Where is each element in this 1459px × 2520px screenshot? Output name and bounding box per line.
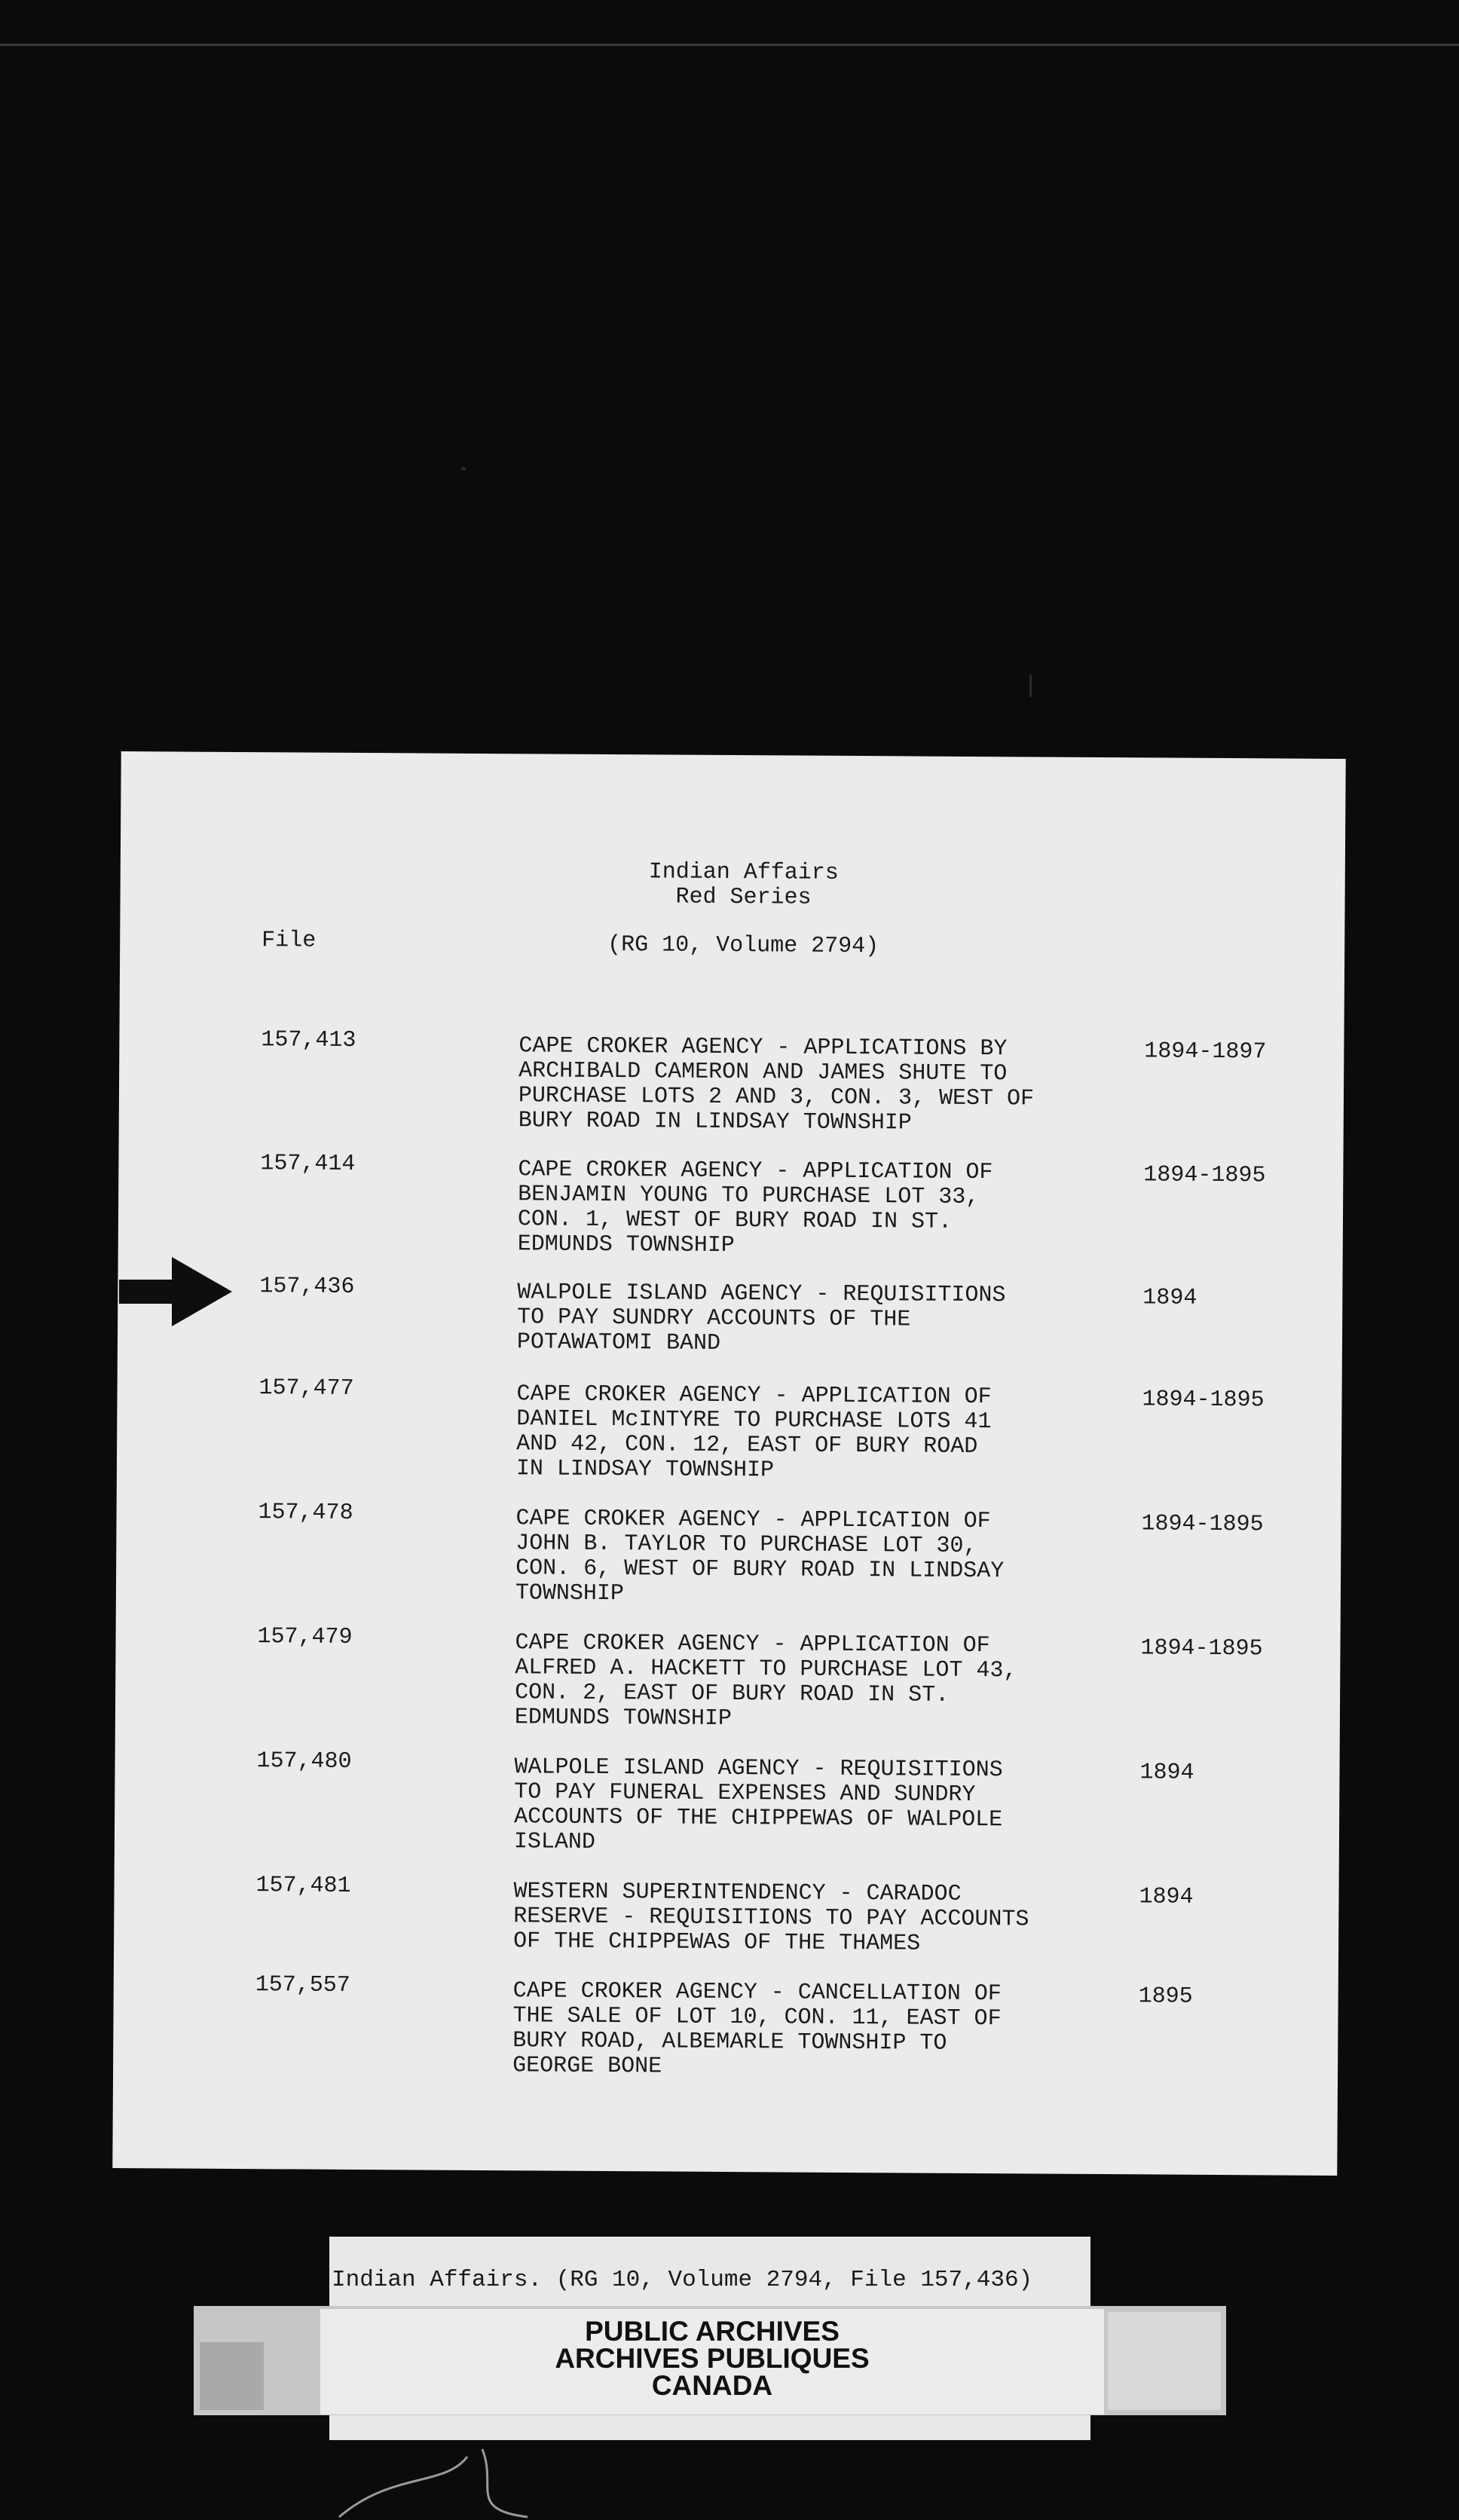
file-description: CAPE CROKER AGENCY - APPLICATION OF BENJAMIN YOUNG TO PURCHASE LOT 33, CON. 1, WEST OF BURY ROAD IN ST. EDMUNDS TOWNSHIP <box>517 1157 993 1259</box>
document-title: Indian Affairs <box>648 859 839 886</box>
file-entry <box>118 1375 1342 1484</box>
file-dates: 1894-1895 <box>1142 1387 1265 1414</box>
file-entry <box>116 1624 1341 1732</box>
file-number: 157,479 <box>257 1624 353 1650</box>
file-dates: 1894-1895 <box>1141 1511 1264 1538</box>
file-dates: 1895 <box>1138 1983 1193 2010</box>
film-scratch <box>461 467 466 470</box>
file-description: CAPE CROKER AGENCY - CANCELLATION OF THE SALE OF LOT 10, CON. 11, EAST OF BURY ROAD, ALBEMARLE TOWNSHIP TO GEORGE BONE <box>512 1978 1002 2080</box>
file-dates: 1894 <box>1139 1884 1194 1910</box>
file-description: CAPE CROKER AGENCY - APPLICATION OF ALFRED A. HACKETT TO PURCHASE LOT 43, CON. 2, EAST OF BURY ROAD IN ST. EDMUNDS TOWNSHIP <box>514 1630 1017 1732</box>
file-entry <box>118 1274 1343 1356</box>
file-number: 157,436 <box>259 1274 355 1300</box>
band-tab-right <box>1108 2312 1221 2410</box>
file-number: 157,481 <box>255 1873 351 1899</box>
file-description: WALPOLE ISLAND AGENCY - REQUISITIONS TO PAY SUNDRY ACCOUNTS OF THE POTAWATOMI BAND <box>516 1280 1006 1356</box>
file-dates: 1894 <box>1139 1760 1194 1786</box>
file-entry <box>115 1748 1340 1855</box>
file-entry <box>117 1500 1341 1607</box>
band-tab-left <box>200 2342 264 2410</box>
document-volume: (RG 10, Volume 2794) <box>607 932 879 960</box>
file-number: 157,557 <box>255 1972 350 1999</box>
film-curl <box>332 2442 633 2520</box>
file-description: WALPOLE ISLAND AGENCY - REQUISITIONS TO PAY FUNERAL EXPENSES AND SUNDRY ACCOUNTS OF THE CHIPPEWAS OF WALPOLE ISLAND <box>513 1754 1003 1855</box>
document-sheet <box>112 751 1345 2176</box>
file-number: 157,480 <box>256 1748 352 1775</box>
file-dates: 1894-1895 <box>1140 1635 1263 1662</box>
reference-label: Indian Affairs. (RG 10, Volume 2794, File 157,436) <box>332 2267 1033 2293</box>
file-entry <box>114 1972 1338 2080</box>
film-scratch <box>1029 674 1032 697</box>
file-number: 157,477 <box>258 1375 354 1402</box>
file-entry <box>120 1027 1344 1136</box>
file-dates: 1894-1895 <box>1143 1162 1266 1189</box>
archive-stamp-line: CANADA <box>651 2370 773 2401</box>
file-dates: 1894-1897 <box>1144 1038 1267 1066</box>
file-number: 157,413 <box>261 1027 356 1054</box>
archive-stamp-line: PUBLIC ARCHIVES <box>585 2316 840 2347</box>
arrow-right-icon <box>119 1254 240 1329</box>
file-entry <box>115 1873 1339 1957</box>
file-description: WESTERN SUPERINTENDENCY - CARADOC RESERVE - REQUISITIONS TO PAY ACCOUNTS OF THE CHIPPEWAS OF THE THAMES <box>513 1879 1029 1957</box>
file-column-label: File <box>262 928 317 954</box>
file-description: CAPE CROKER AGENCY - APPLICATION OF DANIEL McINTYRE TO PURCHASE LOTS 41 AND 42, CON. 12, EAST OF BURY ROAD IN LINDSAY TOWNSHIP <box>515 1381 992 1484</box>
file-entry <box>119 1151 1344 1259</box>
file-number: 157,478 <box>258 1500 353 1526</box>
file-dates: 1894 <box>1142 1285 1197 1311</box>
document-series: Red Series <box>675 884 812 911</box>
file-number: 157,414 <box>260 1151 356 1177</box>
file-description: CAPE CROKER AGENCY - APPLICATIONS BY ARCHIBALD CAMERON AND JAMES SHUTE TO PURCHASE LOTS 2 AND 3, CON. 3, WEST OF BURY ROAD IN LINDSAY TOWNSHIP <box>518 1033 1035 1136</box>
file-description: CAPE CROKER AGENCY - APPLICATION OF JOHN B. TAYLOR TO PURCHASE LOT 30, CON. 6, WEST OF BURY ROAD IN LINDSAY TOWNSHIP <box>515 1506 1005 1607</box>
archive-stamp-line: ARCHIVES PUBLIQUES <box>555 2343 870 2374</box>
film-edge <box>0 44 1459 46</box>
